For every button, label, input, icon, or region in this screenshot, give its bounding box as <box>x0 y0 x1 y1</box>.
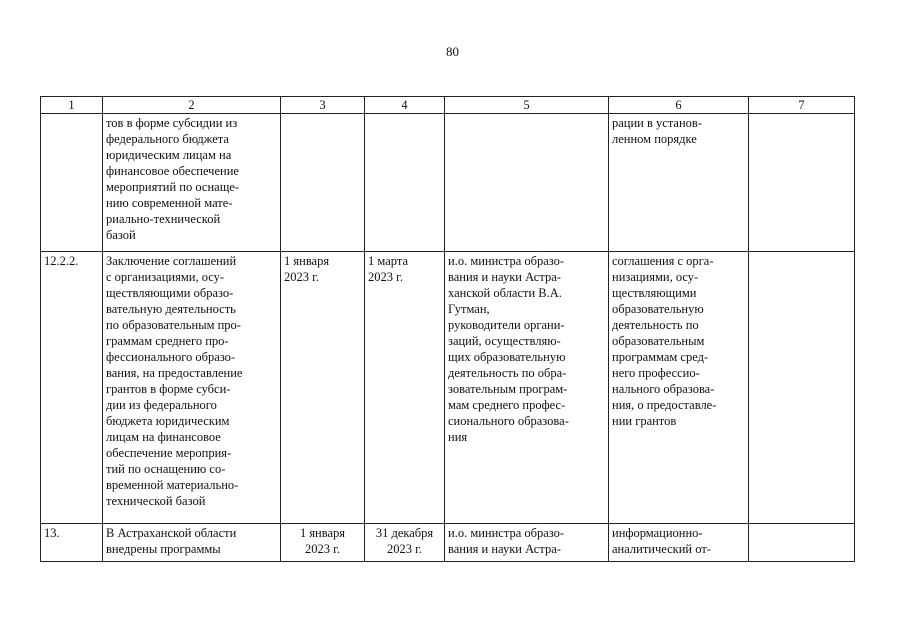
row-number-cell: 13. <box>41 524 103 562</box>
result-cell: рации в установ- ленном порядке <box>609 114 749 252</box>
start-date-cell <box>281 114 365 252</box>
note-cell <box>749 252 855 524</box>
measure-cell: тов в форме субсидии из федерального бюджета юридическим лицам на финансовое обеспечение мероприятий по оснаще- нию современной мате- риально-технической базой <box>103 114 281 252</box>
result-cell: соглашения с орга- низациями, осу- ществляющими образовательную деятельность по образовательным программам сред- него профессио- нального образова- ния, о предоставле- нии грантов <box>609 252 749 524</box>
start-date-cell: 1 января 2023 г. <box>281 252 365 524</box>
table-row <box>41 114 855 252</box>
column-header-6: 6 <box>609 97 749 114</box>
note-cell <box>749 114 855 252</box>
page-number: 80 <box>446 44 459 59</box>
row-number-cell <box>41 114 103 252</box>
table-row <box>41 524 855 562</box>
header-row <box>41 97 855 114</box>
responsible-cell: и.о. министра образо- вания и науки Астра- ханской области В.А. Гутман, руководители органи- заций, осуществляю- щих образовательную деятельность по обра- зовательным програм- мам среднего профес- сионального образова- ния <box>445 252 609 524</box>
note-cell <box>749 524 855 562</box>
end-date-cell: 1 марта 2023 г. <box>365 252 445 524</box>
column-header-7: 7 <box>749 97 855 114</box>
result-cell: информационно- аналитический от- <box>609 524 749 562</box>
column-header-2: 2 <box>103 97 281 114</box>
measure-cell: Заключение соглашений с организациями, осу- ществляющими образо- вательную деятельность по образовательным про- граммам среднего про- фессионального образо- вания, на предоставление грантов в форме субси- дии из федерального бюджета юридическим лицам на финансовое обеспечение мероприя- тий по оснащению со- временной материально- технической базой <box>103 252 281 524</box>
end-date-cell: 31 декабря 2023 г. <box>365 524 445 562</box>
start-date-cell: 1 января 2023 г. <box>281 524 365 562</box>
measure-cell: В Астраханской области внедрены программы <box>103 524 281 562</box>
column-header-5: 5 <box>445 97 609 114</box>
row-number-cell: 12.2.2. <box>41 252 103 524</box>
responsible-cell <box>445 114 609 252</box>
column-header-1: 1 <box>41 97 103 114</box>
plan-table <box>40 96 855 562</box>
end-date-cell <box>365 114 445 252</box>
column-header-3: 3 <box>281 97 365 114</box>
responsible-cell: и.о. министра образо- вания и науки Астра- <box>445 524 609 562</box>
table-row <box>41 252 855 524</box>
column-header-4: 4 <box>365 97 445 114</box>
